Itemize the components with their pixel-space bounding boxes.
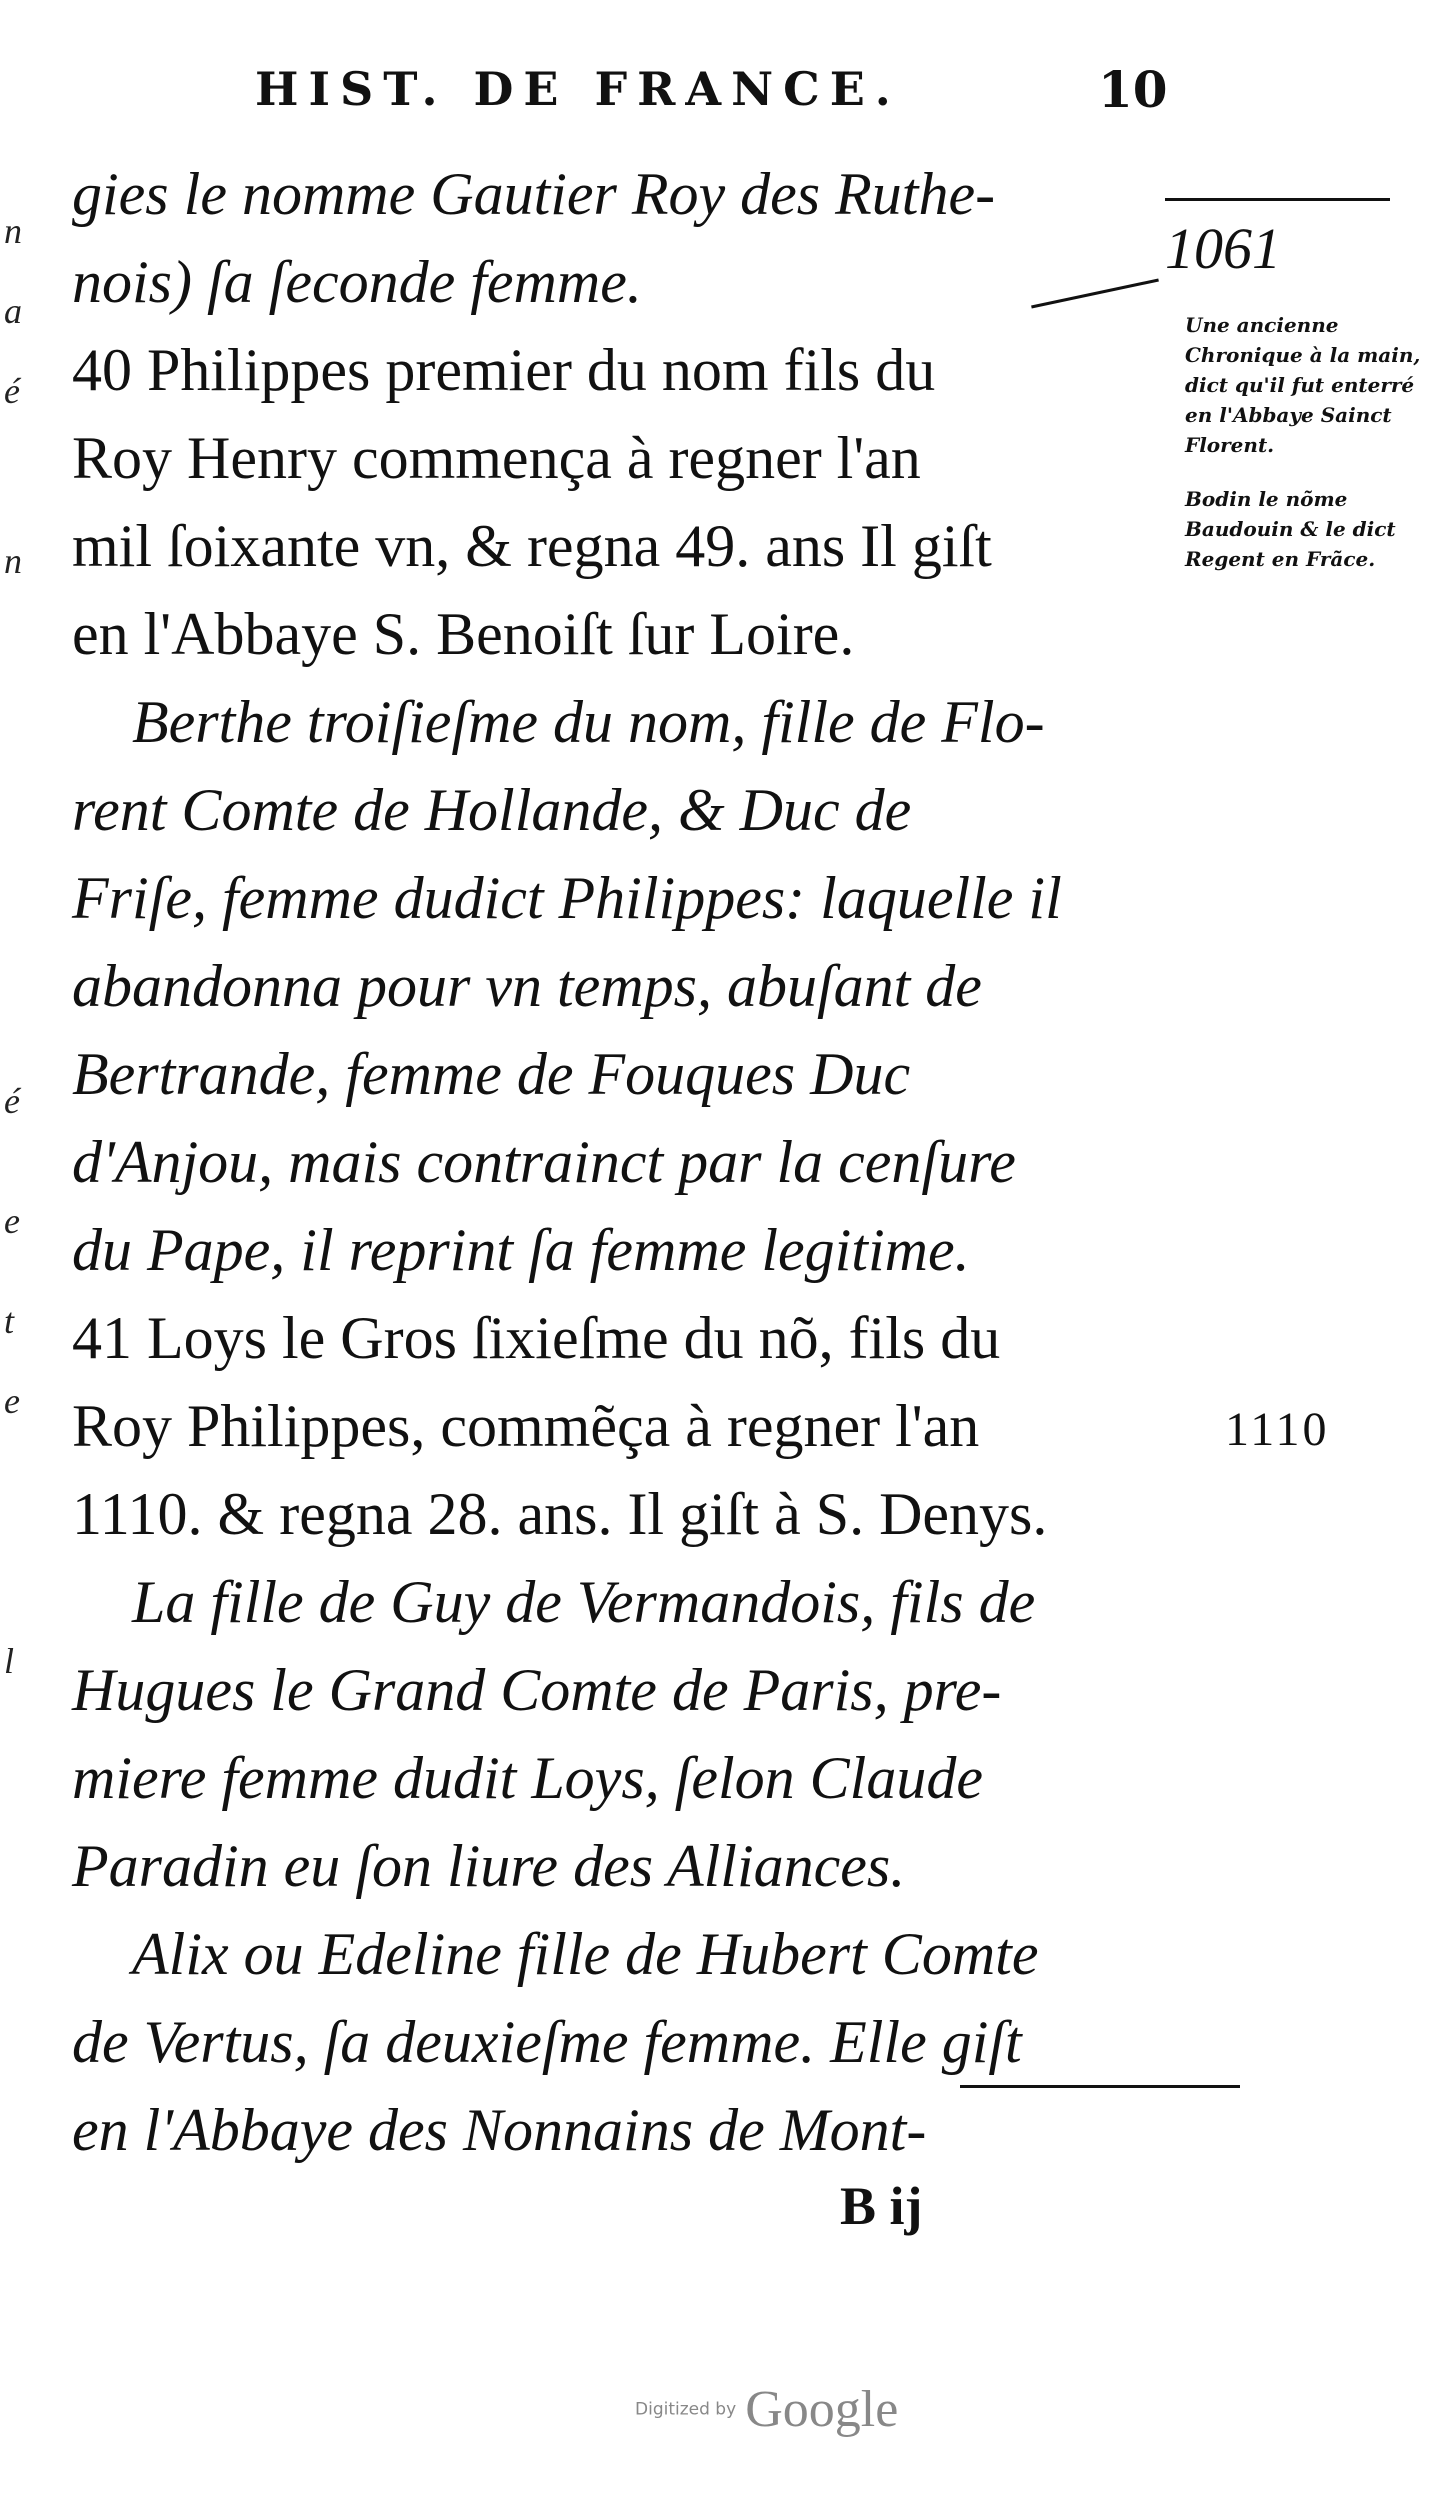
text-line: Berthe troiſieſme du nom, fille de Flo- <box>132 689 1045 755</box>
bleed-letter: a <box>4 291 22 331</box>
text-line: abandonna pour vn temps, abuſant de <box>72 953 982 1019</box>
bleed-letter: n <box>4 541 22 581</box>
text-line: mil ſoixante vn, & regna 49. ans Il giſt <box>72 513 992 579</box>
digitized-label: Digitized by <box>635 2399 737 2420</box>
text-line: La fille de Guy de Vermandois, fils de <box>132 1569 1036 1635</box>
margin-note: Une ancienne Chronique à la main, dict qu'il fut enterré en l'Abbaye Sainct Florent. <box>1185 313 1421 457</box>
text-line: Roy Henry commença à regner l'an <box>72 425 921 491</box>
text-line: 40 Philippes premier du nom fils du <box>72 337 936 403</box>
text-line: du Pape, il reprint ſa femme legitime. <box>72 1217 970 1283</box>
handwritten-rule <box>960 2085 1240 2088</box>
bleed-letter: e <box>4 1381 20 1421</box>
bleed-letter: é <box>4 371 20 411</box>
text-line: Friſe, femme dudict Philippes: laquelle il <box>72 865 1062 931</box>
text-line: de Vertus, ſa deuxieſme femme. Elle giſt <box>72 2009 1022 2075</box>
signature-mark: B ij <box>840 2176 923 2236</box>
text-line: en l'Abbaye S. Benoiſt ſur Loire. <box>72 601 855 667</box>
text-line: Hugues le Grand Comte de Paris, pre- <box>72 1657 1002 1723</box>
margin-year-1110: 1110 <box>1225 1403 1330 1456</box>
text-line: Roy Philippes, commẽça à regner l'an <box>72 1393 980 1459</box>
text-line: nois) ſa ſeconde femme. <box>72 249 642 315</box>
bleed-letter: t <box>4 1301 15 1341</box>
text-line: Paradin eu ſon liure des Alliances. <box>72 1833 906 1899</box>
handwritten-rule <box>1165 198 1390 201</box>
bleed-letter: é <box>4 1081 20 1121</box>
text-line: 41 Loys le Gros ſixieſme du nõ, fils du <box>72 1305 1001 1371</box>
text-line: rent Comte de Hollande, & Duc de <box>72 777 912 843</box>
margin-year-1061: 1061 <box>1165 216 1281 281</box>
text-line: Bertrande, femme de Fouques Duc <box>72 1041 911 1107</box>
text-line: d'Anjou, mais contrainct par la cenſure <box>72 1129 1016 1195</box>
margin-note: Bodin le nõme Baudouin & le dict Regent en Frãce. <box>1185 487 1396 571</box>
facing-page-bleed <box>0 180 30 2080</box>
text-line: 1110. & regna 28. ans. Il giſt à S. Denys. <box>72 1481 1048 1547</box>
google-logo: Google <box>745 2381 899 2438</box>
text-line: gies le nomme Gautier Roy des Ruthe- <box>72 161 996 227</box>
margin-notes <box>1185 310 1425 598</box>
running-title: HIST. DE FRANCE. <box>255 62 901 116</box>
text-line: miere femme dudit Loys, ſelon Claude <box>72 1745 983 1811</box>
body-text <box>72 150 1172 2174</box>
text-line: en l'Abbaye des Nonnains de Mont- <box>72 2097 927 2163</box>
bleed-letter: l <box>4 1641 15 1681</box>
digitized-watermark <box>635 2380 898 2439</box>
text-line: Alix ou Edeline fille de Hubert Comte <box>132 1921 1039 1987</box>
bleed-letter: e <box>4 1201 20 1241</box>
bleed-letter: n <box>4 211 22 251</box>
page-number: 10 <box>1098 60 1168 119</box>
